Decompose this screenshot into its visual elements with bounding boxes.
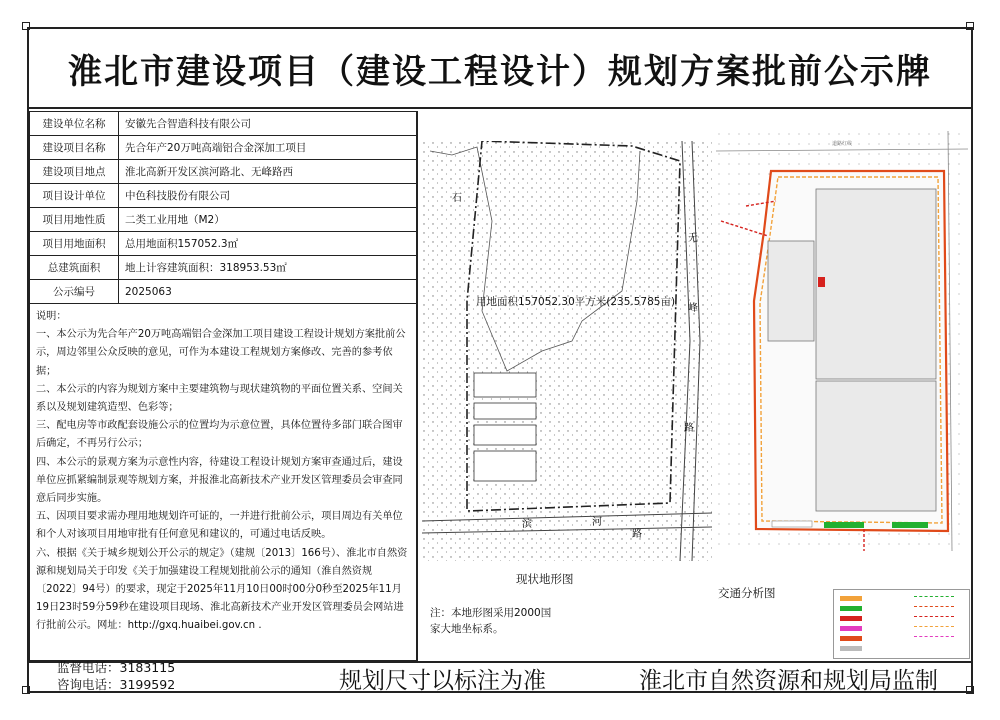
row-value: 安徽先合智造科技有限公司 <box>119 112 417 136</box>
row-value: 先合年产20万吨高端铝合金深加工项目 <box>119 136 417 160</box>
green-strip <box>824 522 864 528</box>
row-label: 建设单位名称 <box>30 112 119 136</box>
row-label: 建设项目地点 <box>30 160 119 184</box>
legend-swatch <box>840 606 862 611</box>
table-row <box>30 208 417 232</box>
notice-board <box>27 27 973 693</box>
green-strip <box>892 522 928 528</box>
row-value: 中色科技股份有限公司 <box>119 184 417 208</box>
row-label: 建设项目名称 <box>30 136 119 160</box>
note-item: 三、配电房等市政配套设施公示的位置均为示意位置，具体位置待多部门联合图审后确定，不再另行公示； <box>36 420 403 450</box>
row-label: 项目用地性质 <box>30 208 119 232</box>
table-row <box>30 136 417 160</box>
row-value: 淮北高新开发区滨河路北、无峰路西 <box>119 160 417 184</box>
traffic-map <box>716 131 968 551</box>
notes-heading: 说明： <box>36 311 67 322</box>
note-item: 四、本公示的景观方案为示意性内容，待建设工程设计规划方案审查通过后，建设单位应抓紧编制景观等规划方案，并报淮北高新技术产业开发区管理委员会审查同意后同步实施。 <box>36 456 403 505</box>
legend <box>833 589 970 659</box>
note-item: 五、因项目要求需办理用地规划许可证的，一并进行批前公示，项目周边有关单位和个人对该项目用地审批有任何意见和建议的，可通过电话反映。 <box>36 511 403 541</box>
row-label: 项目设计单位 <box>30 184 119 208</box>
row-label: 总建筑面积 <box>30 256 119 280</box>
road-label: 石 <box>452 193 462 204</box>
note-item: 二、本公示的内容为规划方案中主要建筑物与现状建筑物的平面位置关系、空间关系以及规划建筑造型、色彩等； <box>36 383 403 414</box>
legend-swatch <box>840 616 862 621</box>
terrain-map <box>422 141 712 561</box>
contact-info <box>57 659 175 693</box>
note-item: 六、根据《关于城乡规划公开公示的规定》（建规〔2013〕166号）、淮北市自然资源和规划局关于印发《关于加强建设工程规划批前公示的通知（淮自然资规〔2022〕94号）的要求，现定于2025年11月10日00时00分0秒至2025年11月19日23时59分59秒在建设项目现场、淮北高新技术产业开发区管理委员会网站进行批前公示。网址：http://gxq.huaibei.gov.cn . <box>36 547 408 632</box>
supervision-phone: 监督电话：3183115 <box>57 660 176 675</box>
road-label: 路 <box>684 423 694 434</box>
coordinate-note: 注：本地形图采用2000国家大地坐标系。 <box>430 607 552 635</box>
site-area-label: 用地面积157052.30平方米(235.5785亩) <box>476 296 676 308</box>
factory-building <box>816 381 936 511</box>
entrance-marker <box>818 277 825 287</box>
dimension-note: 规划尺寸以标注为准 <box>339 668 546 694</box>
factory-building <box>768 241 814 341</box>
row-label: 项目用地面积 <box>30 232 119 256</box>
row-value: 总用地面积157052.3㎡ <box>119 232 417 256</box>
table-row <box>30 256 417 280</box>
existing-building <box>474 403 536 419</box>
note-item: 一、本公示为先合年产20万吨高端铝合金深加工项目建设工程设计规划方案批前公示，周边邻里公众反映的意见，可作为本建设工程规划方案修改、完善的参考依据； <box>36 329 406 377</box>
road-label: 道路红线 <box>832 141 853 147</box>
map-area <box>417 111 971 661</box>
notes-panel <box>29 303 417 661</box>
existing-building <box>474 373 536 397</box>
road-label: 路 <box>632 529 642 540</box>
table-row <box>30 232 417 256</box>
road-label: 无 <box>688 233 698 244</box>
consultation-phone: 咨询电话：3199592 <box>57 677 176 692</box>
road-label: 滨 <box>522 519 532 530</box>
terrain-map-caption: 现状地形图 <box>516 572 574 586</box>
legend-swatch <box>840 636 862 641</box>
footer <box>29 661 971 693</box>
issuer-label: 淮北市自然资源和规划局监制 <box>639 668 938 694</box>
legend-swatch <box>840 646 862 651</box>
legend-swatch <box>840 626 862 631</box>
row-value: 二类工业用地（M2） <box>119 208 417 232</box>
row-value: 2025063 <box>119 280 417 304</box>
road-label: 河 <box>592 517 602 528</box>
existing-building <box>474 425 536 445</box>
road-label: 峰 <box>688 303 698 314</box>
traffic-map-caption: 交通分析图 <box>718 586 776 600</box>
project-info-table <box>29 111 417 304</box>
table-row <box>30 160 417 184</box>
board-title: 淮北市建设项目（建设工程设计）规划方案批前公示牌 <box>29 29 971 109</box>
table-row <box>30 184 417 208</box>
row-label: 公示编号 <box>30 280 119 304</box>
table-row <box>30 112 417 136</box>
existing-building <box>474 451 536 481</box>
table-row <box>30 280 417 304</box>
legend-swatch <box>840 596 862 601</box>
row-value: 地上计容建筑面积：318953.53㎡ <box>119 256 417 280</box>
factory-building <box>816 189 936 379</box>
